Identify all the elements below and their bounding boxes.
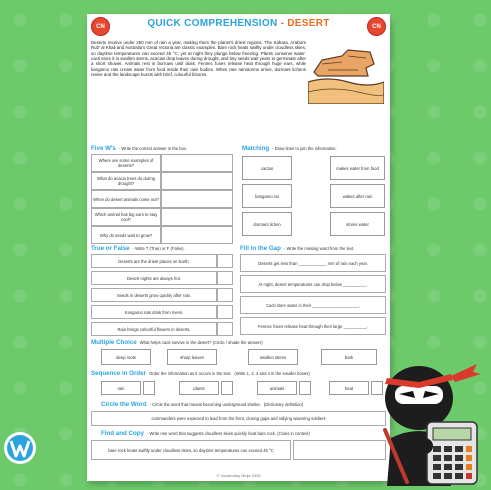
- matching-left-item[interactable]: cactus: [242, 156, 292, 180]
- matching-right-item[interactable]: wakes after rain: [330, 184, 385, 208]
- sequence-order-box[interactable]: [143, 381, 155, 395]
- circle-word-heading: Circle the Word - Circle the word that means becoming underground shelter. (Dictionary definition): [101, 401, 304, 408]
- five-ws-heading: Five W's - Write the correct answer in the box.: [91, 145, 188, 152]
- five-ws-table: [91, 154, 233, 244]
- matching-left-item[interactable]: dormant lichen: [242, 212, 292, 236]
- true-false-answer-box[interactable]: [217, 322, 233, 336]
- fill-gap-sentence[interactable]: Cacti store water in their ____________________.: [240, 296, 386, 314]
- five-ws-question: Which animal has big ears to stay cool?: [91, 208, 161, 226]
- fill-gap-heading: Fill in the Gap - Write the missing word from the text.: [240, 245, 355, 252]
- multiple-choice-option[interactable]: sharp leaves: [167, 349, 217, 365]
- multiple-choice-option[interactable]: swollen stems: [248, 349, 298, 365]
- vocabulary-ninja-logo-icon: [2, 430, 38, 466]
- matching-right-item[interactable]: stores water: [330, 212, 385, 236]
- find-copy-sentence: bare rock heats swiftly under cloudless skies, so daytime temperatures can exceed 45 °C: [91, 440, 291, 460]
- true-false-statement: Deserts are the driest places on Earth.: [91, 254, 217, 268]
- sequence-item: plants: [179, 381, 219, 395]
- page-title: QUICK COMPREHENSION - DESERT: [147, 18, 330, 29]
- multiple-choice-heading: Multiple Choice What helps cacti survive in the desert? (Circle / shade the answer): [91, 339, 263, 346]
- five-ws-answer-box[interactable]: [161, 208, 233, 226]
- find-copy-heading: Find and Copy - Write one word that suggests cloudless skies quickly heat bare rock. (Clues in context): [101, 430, 310, 437]
- true-false-heading: True or False - Write T (True) or F (False).: [91, 245, 185, 252]
- true-false-answer-box[interactable]: [217, 254, 233, 268]
- fill-gap-sentence[interactable]: Fennec foxes release heat through their large __________.: [240, 317, 386, 335]
- matching-left-item[interactable]: kangaroo rat: [242, 184, 292, 208]
- reading-passage: Deserts receive under 250 mm of rain a year, making them the planet's driest regions. The Sahara, Arabia's Rub' al Khali and Australia's Great Victoria are classic examples. Bare rock heats swiftly under cloudless skies, so daytime temperatures can exceed 45 °C, yet at night they plunge below freezing. Plants conserve water: cacti store it in swollen stems, acacias drop leaves during drought, and tiny seeds wait years to germinate after a short shower. Animals rest in burrows until dusk. Fennec foxes release heat through huge ears, while kangaroo rats create water from food inside their own bodies. When rare rainstorms arrive, dormant lichens revive and the landscape bursts with brief, colourful blooms.: [91, 40, 307, 78]
- multiple-choice-option[interactable]: bark: [321, 349, 377, 365]
- sequence-item: rain: [101, 381, 141, 395]
- true-false-answer-box[interactable]: [217, 288, 233, 302]
- desert-mesa-illustration: [308, 42, 384, 104]
- sequence-order-box[interactable]: [299, 381, 311, 395]
- matching-right-item[interactable]: makes water from food: [330, 156, 385, 180]
- find-copy-answer-box[interactable]: [293, 440, 386, 460]
- sequence-item: heat: [329, 381, 369, 395]
- five-ws-question: Where are some examples of deserts?: [91, 154, 161, 172]
- sequence-order-box[interactable]: [221, 381, 233, 395]
- five-ws-answer-box[interactable]: [161, 190, 233, 208]
- true-false-answer-box[interactable]: [217, 305, 233, 319]
- five-ws-answer-box[interactable]: [161, 226, 233, 244]
- true-false-statement: Rain brings colourful flowers in deserts.: [91, 322, 217, 336]
- ninja-calculator-mascot-icon: [381, 358, 487, 486]
- multiple-choice-option[interactable]: deep roots: [101, 349, 151, 365]
- sequence-item: animals: [257, 381, 297, 395]
- circle-word-sentence[interactable]: commanders were expected to lead from the front, closing gaps and rallying wavering soldiers: [91, 411, 386, 426]
- matching-heading: Matching - Draw lines to join the information.: [242, 145, 337, 152]
- true-false-statement: Kangaroo rats drink from rivers.: [91, 305, 217, 319]
- five-ws-question: Why do seeds wait to grow?: [91, 226, 161, 244]
- footer-copyright: © Vocabulary Ninja 2025: [216, 473, 261, 478]
- five-ws-answer-box[interactable]: [161, 154, 233, 172]
- sequence-heading: Sequence in Order Order the information as it occurs in the text. (Write 1, 2, 3 and 4 in the smaller boxes): [91, 370, 310, 377]
- cn-logo-left-icon: CN: [91, 17, 110, 36]
- five-ws-question: What do acacia trees do during drought?: [91, 172, 161, 190]
- cn-logo-right-icon: CN: [367, 17, 386, 36]
- true-false-statement: Desert nights are always hot.: [91, 271, 217, 285]
- fill-gap-sentence[interactable]: At night, desert temperatures can drop below __________.: [240, 275, 386, 293]
- fill-gap-sentence[interactable]: Deserts get less than ____________ mm of rain each year.: [240, 254, 386, 272]
- five-ws-question: When do desert animals come out?: [91, 190, 161, 208]
- true-false-statement: Seeds in deserts grow quickly after rain.: [91, 288, 217, 302]
- true-false-answer-box[interactable]: [217, 271, 233, 285]
- worksheet: [87, 14, 390, 481]
- five-ws-answer-box[interactable]: [161, 172, 233, 190]
